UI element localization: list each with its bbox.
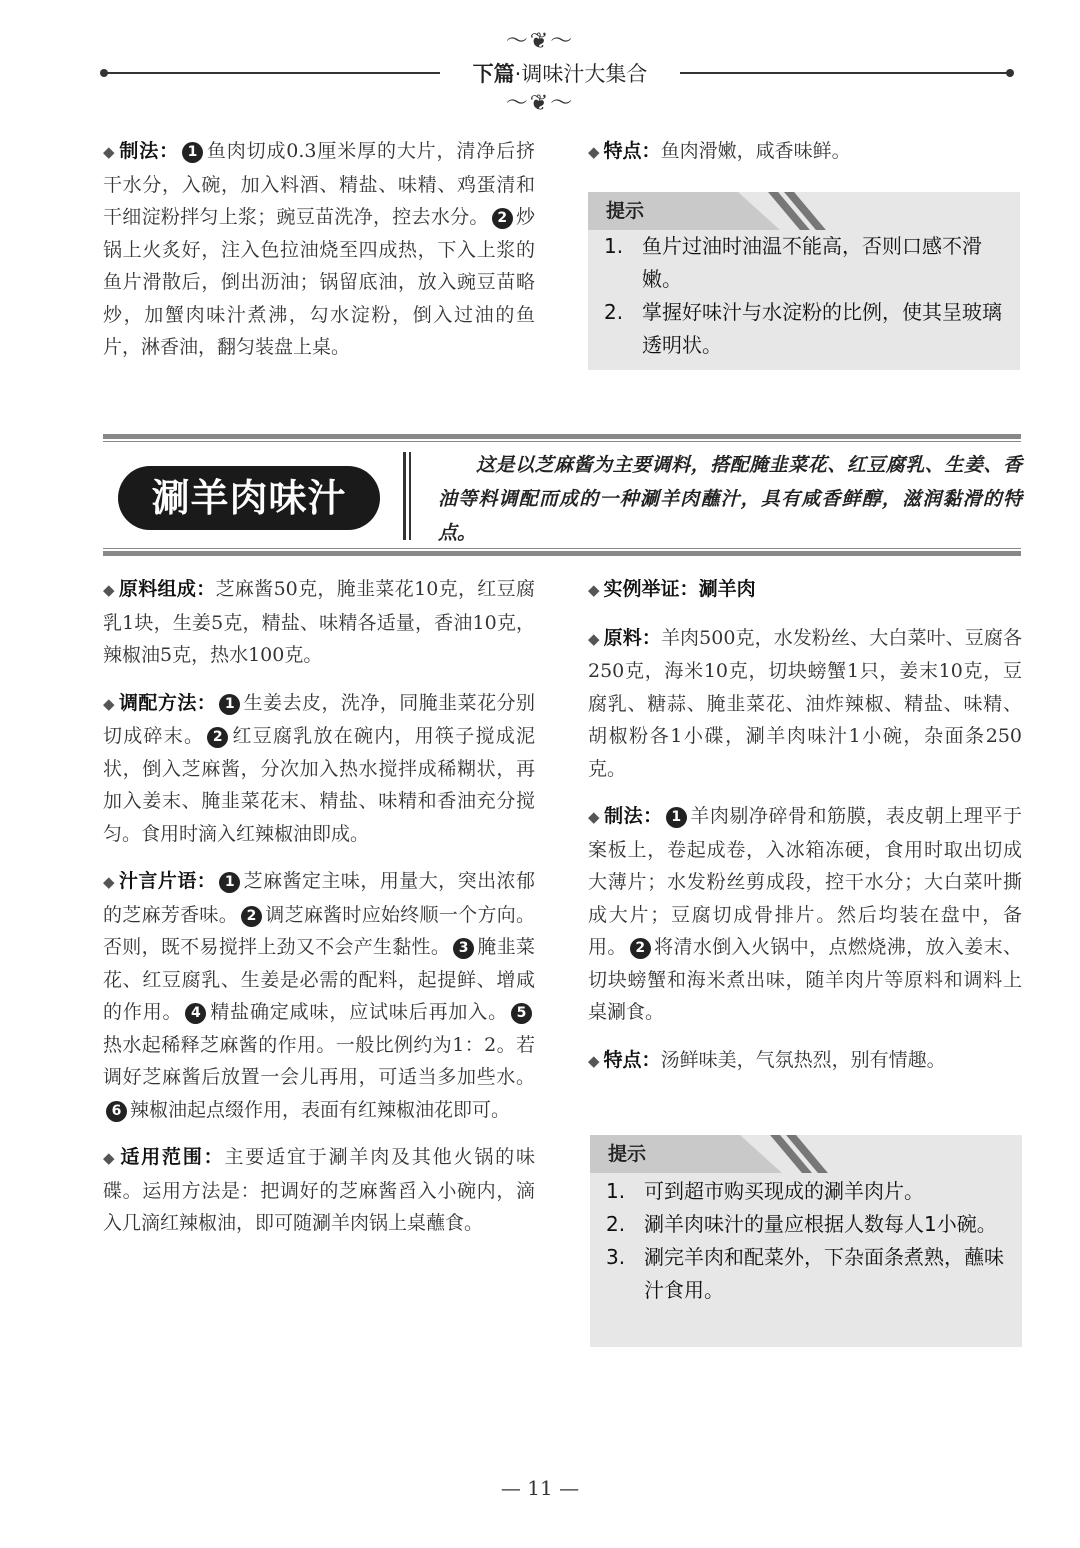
tip-list bbox=[604, 230, 1006, 362]
ingredients-paragraph bbox=[103, 573, 535, 672]
section-divider bbox=[403, 452, 406, 540]
top-left-column bbox=[103, 135, 535, 364]
section-rule-top-thin bbox=[103, 441, 1021, 442]
section-rule-bottom-thin bbox=[103, 548, 1021, 549]
step-2-icon: 2 bbox=[207, 727, 228, 748]
diamond-bullet-icon: ◆ bbox=[103, 143, 116, 161]
header-ornament-bottom: 〜❦〜 bbox=[505, 91, 575, 116]
header-title: 调味汁大集合 bbox=[521, 62, 648, 86]
feature-text: 鱼肉滑嫩，咸香味鲜。 bbox=[660, 140, 851, 162]
step-5-icon: 5 bbox=[511, 1003, 532, 1024]
tip-item: 1. 鱼片过油时油温不能高，否则口感不滑嫩。 bbox=[604, 234, 982, 291]
section-rule-top bbox=[103, 434, 1021, 439]
prep-label: 调配方法： bbox=[118, 691, 217, 714]
feature-paragraph bbox=[588, 135, 1022, 169]
step-4-icon: 4 bbox=[185, 1003, 206, 1024]
section-divider-thin bbox=[409, 452, 411, 540]
header-separator: · bbox=[514, 62, 522, 86]
section-title: 涮羊肉味汁 bbox=[151, 476, 347, 520]
tip-box-top bbox=[588, 192, 1020, 370]
tip-item: 1. 可到超市购买现成的涮羊肉片。 bbox=[606, 1179, 924, 1203]
diamond-bullet-icon: ◆ bbox=[588, 1051, 600, 1070]
example-label: 实例举证： bbox=[603, 578, 699, 600]
running-header bbox=[440, 60, 680, 88]
prep-paragraph bbox=[103, 687, 535, 851]
right-feature-paragraph bbox=[588, 1044, 1022, 1078]
example-paragraph bbox=[588, 573, 1022, 607]
step-2-icon: 2 bbox=[492, 208, 513, 229]
section-intro: 这是以芝麻酱为主要调料，搭配腌韭菜花、红豆腐乳、生姜、香油等料调配而成的一种涮羊肉蘸汁，具有咸香鲜醇，滋润黏滑的特点。 bbox=[438, 454, 1022, 544]
materials-label: 原料： bbox=[603, 626, 661, 649]
tip-item: 2. 涮羊肉味汁的量应根据人数每人1小碗。 bbox=[606, 1212, 997, 1236]
notes-step-4: 精盐确定咸味，应试味后再加入。 bbox=[209, 1001, 508, 1023]
step-3-icon: 3 bbox=[453, 938, 474, 959]
notes-step-3: 腌韭菜花、红豆腐乳、生姜是必需的配料，起提鲜、增咸的作用。 bbox=[103, 936, 535, 1023]
ingredients-label: 原料组成： bbox=[118, 578, 216, 600]
notes-label: 汁言片语： bbox=[118, 870, 217, 892]
tip-title: 提示 bbox=[608, 1143, 647, 1165]
feature-label: 特点： bbox=[603, 140, 661, 162]
diamond-bullet-icon: ◆ bbox=[103, 694, 115, 713]
method-step-2: 炒锅上火炙好，注入色拉油烧至四成热，下入上浆的鱼片滑散后，倒出沥油；锅留底油，放入豌豆苗略炒，加蟹肉味汁煮沸，勾水淀粉，倒入过油的鱼片，淋香油，翻匀装盘上桌。 bbox=[103, 206, 535, 358]
example-text: 涮羊肉 bbox=[698, 578, 756, 600]
header-part: 下篇 bbox=[472, 62, 515, 86]
usage-text: 主要适宜于涮羊肉及其他火锅的味碟。运用方法是：把调好的芝麻酱舀入小碗内，滴入几滴红辣椒油，即可随涮羊肉锅上桌蘸食。 bbox=[103, 1146, 535, 1234]
step-2-icon: 2 bbox=[630, 938, 651, 959]
prep-step-1: 生姜去皮，洗净，同腌韭菜花分别切成碎末。 bbox=[103, 691, 535, 747]
right-feature-text: 汤鲜味美，气氛热烈，别有情趣。 bbox=[660, 1048, 946, 1071]
right-method-step-1: 羊肉剔净碎骨和筋膜，表皮朝上理平于案板上，卷起成卷，入冰箱冻硬，食用时取出切成大薄片；水发粉丝剪成段，控干水分；大白菜叶撕成大片；豆腐切成骨排片。然后均装在盘中，备用。 bbox=[588, 805, 1022, 958]
section-rule-bottom bbox=[103, 551, 1021, 556]
step-1-icon: 1 bbox=[182, 142, 203, 163]
right-column bbox=[588, 573, 1022, 1077]
method-step-1: 鱼肉切成0.3厘米厚的大片，清净后挤干水分，入碗，加入料酒、精盐、味精、鸡蛋清和干细淀粉拌匀上浆；豌豆苗洗净，控去水分。 bbox=[103, 140, 535, 228]
diamond-bullet-icon: ◆ bbox=[588, 581, 600, 599]
left-column bbox=[103, 573, 535, 1240]
header-rule-left bbox=[103, 72, 440, 74]
notes-paragraph bbox=[103, 865, 535, 1126]
diamond-bullet-icon: ◆ bbox=[588, 808, 601, 826]
notes-step-1: 芝麻酱定主味，用量大，突出浓郁的芝麻芳香味。 bbox=[103, 870, 535, 926]
diamond-bullet-icon: ◆ bbox=[103, 873, 115, 891]
diamond-bullet-icon: ◆ bbox=[103, 1149, 117, 1167]
diamond-bullet-icon: ◆ bbox=[588, 629, 600, 648]
tip-item: 3. 涮完羊肉和配菜外，下杂面条煮熟，蘸味汁食用。 bbox=[606, 1245, 1004, 1302]
materials-text: 羊肉500克，水发粉丝、大白菜叶、豆腐各250克，海米10克，切块螃蟹1只，姜末10克，豆腐乳、糖蒜、腌韭菜花、油炸辣椒、精盐、味精、胡椒粉各1小碟，涮羊肉味汁1小碗，杂面条250克。 bbox=[588, 626, 1022, 780]
step-1-icon: 1 bbox=[666, 807, 687, 828]
header-ornament-top: 〜❦〜 bbox=[505, 29, 575, 54]
page-number: — 11 — bbox=[500, 1476, 580, 1500]
usage-label: 适用范围： bbox=[120, 1146, 225, 1168]
right-method-step-2: 将清水倒入火锅中，点燃烧沸，放入姜末、切块螃蟹和海米煮出味，随羊肉片等原料和调料上桌涮食。 bbox=[588, 936, 1022, 1023]
tip-item: 2. 掌握好味汁与水淀粉的比例，使其呈玻璃透明状。 bbox=[604, 300, 1002, 357]
right-method-paragraph bbox=[588, 800, 1022, 1029]
top-right-column bbox=[588, 135, 1022, 169]
tip-title: 提示 bbox=[606, 200, 645, 222]
prep-step-2: 红豆腐乳放在碗内，用筷子搅成泥状，倒入芝麻酱，分次加入热水搅拌成稀糊状，再加入姜末、腌韭菜花末、精盐、味精和香油充分搅匀。食用时滴入红辣椒油即成。 bbox=[103, 725, 535, 845]
usage-paragraph bbox=[103, 1141, 535, 1240]
materials-paragraph bbox=[588, 622, 1022, 786]
method-label: 制法： bbox=[119, 140, 179, 162]
right-feature-label: 特点： bbox=[603, 1048, 661, 1071]
notes-step-6: 辣椒油起点缀作用，表面有红辣椒油花即可。 bbox=[130, 1098, 511, 1121]
ingredients-text: 芝麻酱50克，腌韭菜花10克，红豆腐乳1块，生姜5克，精盐、味精各适量，香油10克，辣椒油5克，热水100克。 bbox=[103, 578, 535, 666]
notes-step-2: 调芝麻酱时应始终顺一个方向。否则，既不易搅拌上劲又不会产生黏性。 bbox=[103, 903, 535, 958]
step-1-icon: 1 bbox=[219, 694, 240, 715]
diamond-bullet-icon: ◆ bbox=[588, 143, 600, 161]
step-2-icon: 2 bbox=[241, 906, 262, 927]
right-method-label: 制法： bbox=[604, 805, 663, 827]
diamond-bullet-icon: ◆ bbox=[103, 581, 115, 599]
header-dot-right bbox=[1006, 69, 1014, 77]
step-6-icon: 6 bbox=[106, 1101, 127, 1122]
notes-step-5: 热水起稀释芝麻酱的作用。一般比例约为1：2。若调好芝麻酱后放置一会儿再用，可适当多加些水。 bbox=[103, 1033, 535, 1088]
header-rule-right bbox=[680, 72, 1010, 74]
tip-list bbox=[606, 1175, 1008, 1307]
step-1-icon: 1 bbox=[219, 872, 240, 893]
header-dot-left bbox=[100, 69, 108, 77]
tip-box-bottom bbox=[590, 1135, 1022, 1347]
method-paragraph bbox=[103, 135, 535, 364]
